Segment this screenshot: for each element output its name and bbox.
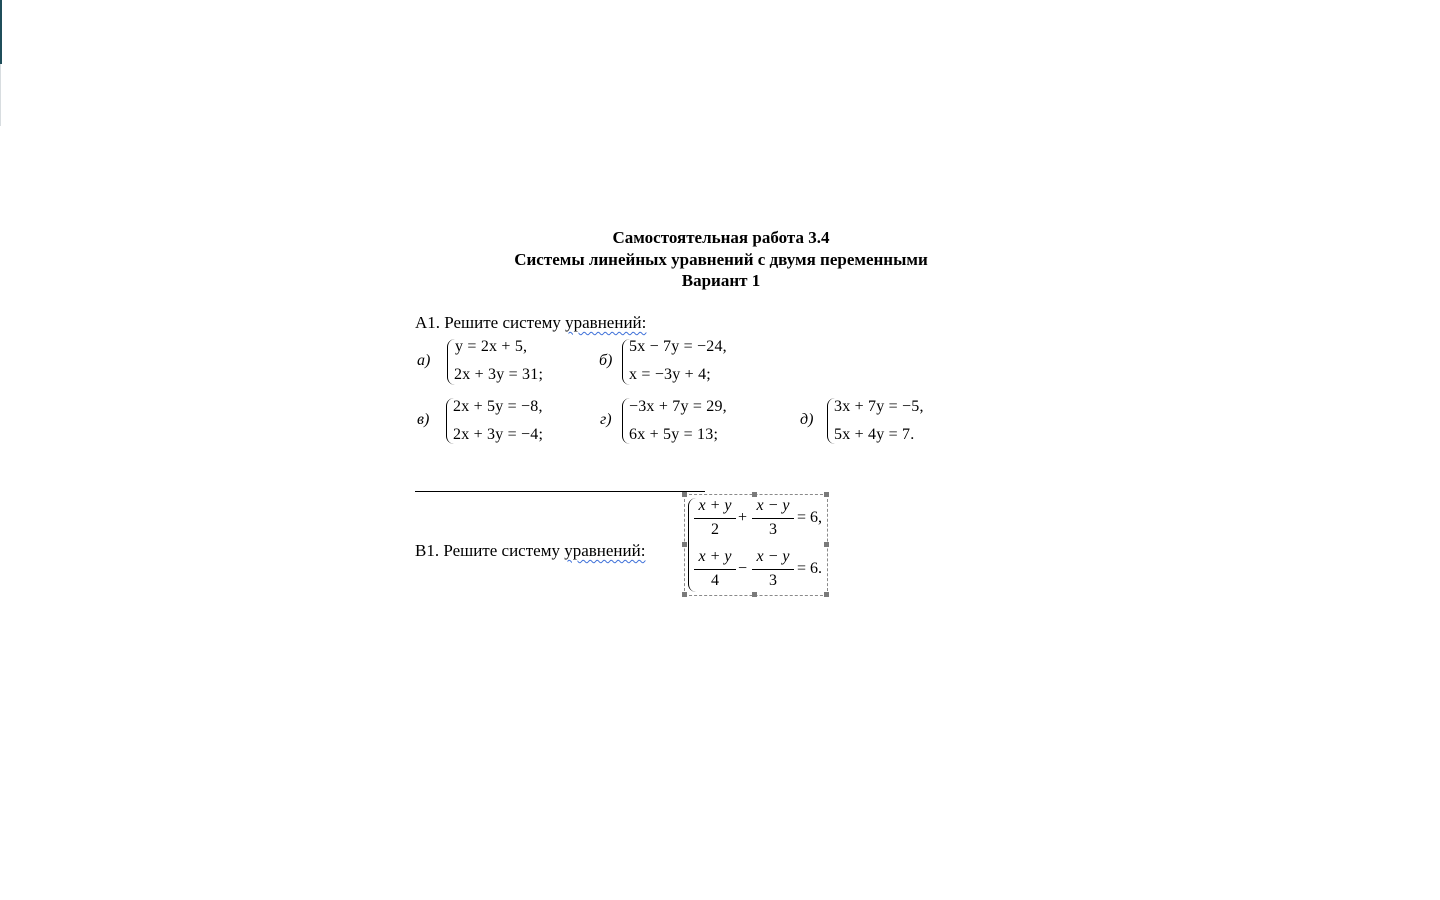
resize-handle-bottom-right[interactable] [824,592,829,597]
b1-eq1-fraction-2 [752,497,794,539]
system-d-eq1: 3x + 7y = −5, [834,398,924,415]
b1-eq1-numerator-1: x + y [698,497,732,514]
resize-handle-middle-right[interactable] [824,542,829,547]
window-edge-strip [0,0,2,64]
task-b1-prefix: В1. Решите систему [415,541,565,560]
title-line-2: Системы линейных уравнений с двумя переменными [514,249,928,269]
separator-line [415,491,705,492]
task-a1-prefix: А1. Решите систему [415,313,566,332]
system-b-eq1: 5x − 7y = −24, [629,338,727,355]
fraction-bar [752,518,794,519]
b1-eq2-fraction-1 [694,548,736,590]
system-g-eq1: −3x + 7y = 29, [629,398,727,415]
b1-eq1-rhs: = 6, [797,509,823,526]
b1-eq2-operator: − [738,560,748,577]
resize-handle-bottom-middle[interactable] [752,592,757,597]
b1-eq1-numerator-2: x − y [756,497,790,514]
system-d-label: д) [800,411,814,428]
b1-eq2-fraction-2 [752,548,794,590]
document-title [421,227,1021,292]
b1-eq2-numerator-2: x − y [756,548,790,565]
b1-eq1-fraction-1 [694,497,736,539]
b1-eq2-rhs: = 6. [797,560,823,577]
window-edge-strip-light [0,64,1,126]
system-a-eq2: 2x + 3y = 31; [454,366,544,383]
fraction-bar [694,569,736,570]
resize-handle-top-left[interactable] [682,492,687,497]
task-a1-underlined-word: уравнений: [565,313,647,332]
system-a-eq1: y = 2x + 5, [455,338,528,355]
system-v-label: в) [417,411,430,428]
task-a1-heading [415,313,646,333]
system-a-label: а) [417,352,431,369]
system-g-eq2: 6x + 5y = 13; [629,426,719,443]
system-g-label: г) [600,411,612,428]
b1-eq2-numerator-1: x + y [698,548,732,565]
system-v-eq2: 2x + 3y = −4; [453,426,544,443]
title-line-3: Вариант 1 [681,271,761,290]
resize-handle-top-right[interactable] [824,492,829,497]
b1-eq2-denominator-1: 4 [711,572,719,589]
system-d-eq2: 5x + 4y = 7. [834,426,915,443]
task-b1-heading [415,541,645,561]
b1-eq1-operator: + [738,509,748,526]
resize-handle-bottom-left[interactable] [682,592,687,597]
fraction-bar [752,569,794,570]
task-b1-underlined-word: уравнений: [564,541,646,560]
fraction-bar [694,518,736,519]
b1-eq2-denominator-2: 3 [769,572,777,589]
system-v-eq1: 2x + 5y = −8, [453,398,543,415]
system-b-eq2: x = −3y + 4; [629,366,711,383]
b1-eq1-denominator-1: 2 [711,521,719,538]
title-line-1: Самостоятельная работа 3.4 [612,228,830,247]
b1-eq1-denominator-2: 3 [769,521,777,538]
system-b-label: б) [599,352,613,369]
